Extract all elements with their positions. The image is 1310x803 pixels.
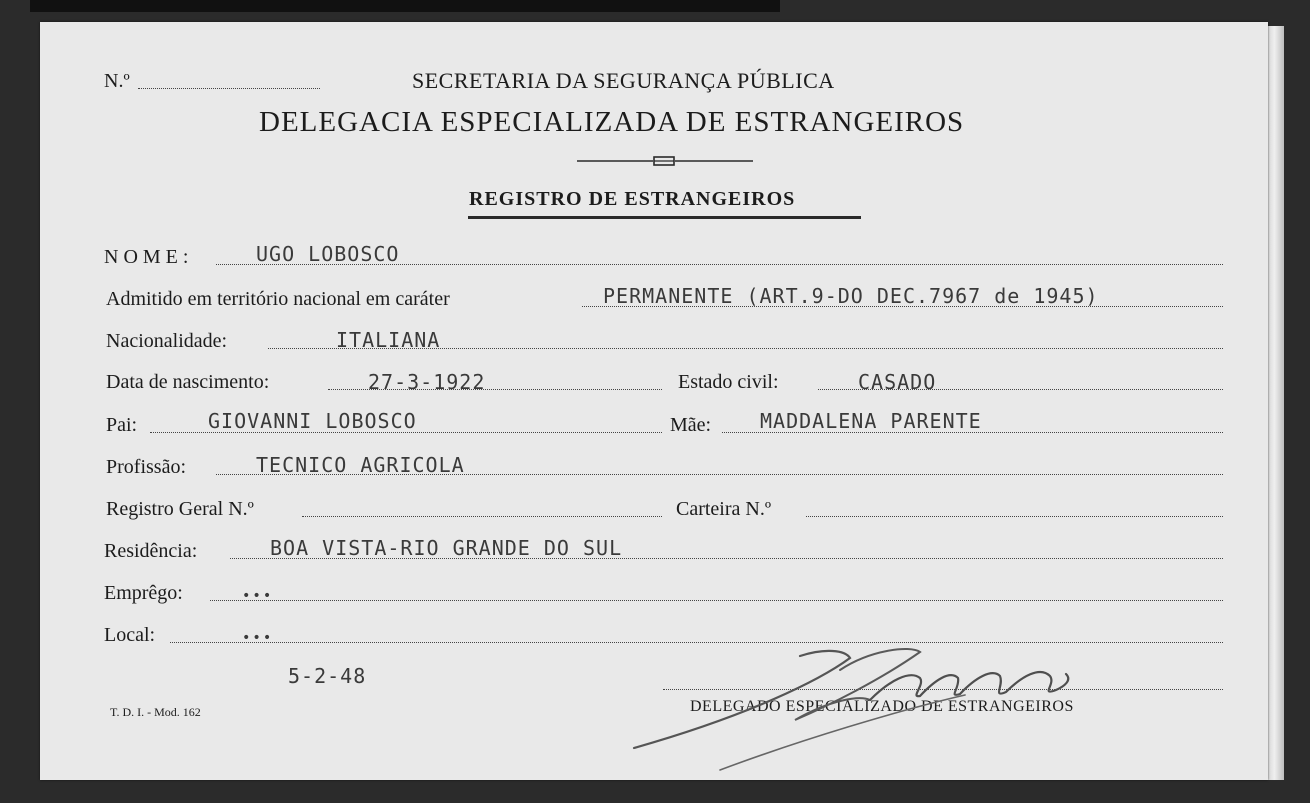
pai-label: Pai: xyxy=(106,414,138,436)
profissao-label: Profissão: xyxy=(106,456,186,478)
nome-value: UGO LOBOSCO xyxy=(256,242,400,266)
handwritten-signature xyxy=(620,640,1080,780)
admitido-label: Admitido em território nacional em caráter xyxy=(106,288,450,310)
form-code: T. D. I. - Mod. 162 xyxy=(110,705,201,719)
mae-value: MADDALENA PARENTE xyxy=(760,409,982,433)
card-edge xyxy=(1268,26,1284,780)
title-underline xyxy=(468,216,861,219)
nascimento-label: Data de nascimento: xyxy=(106,371,270,393)
estado-civil-label: Estado civil: xyxy=(678,371,779,393)
nome-label: NOME: xyxy=(104,246,194,268)
estado-civil-value: CASADO xyxy=(858,370,937,394)
emprego-label: Emprêgo: xyxy=(104,582,183,604)
scanner-edge xyxy=(30,0,780,12)
numero-label: N.º xyxy=(104,70,130,92)
registro-geral-label: Registro Geral N.º xyxy=(106,498,254,520)
numero-dotted-line xyxy=(138,88,320,89)
residencia-label: Residência: xyxy=(104,540,198,562)
admitido-value: PERMANENTE (ART.9-DO DEC.7967 de 1945) xyxy=(603,284,1099,308)
nacionalidade-value: ITALIANA xyxy=(336,328,441,352)
emprego-value: ••• xyxy=(242,588,274,604)
profissao-value: TECNICO AGRICOLA xyxy=(256,453,465,477)
issue-date: 5-2-48 xyxy=(288,664,367,688)
local-value: ••• xyxy=(242,630,274,646)
registro-title: REGISTRO DE ESTRANGEIROS xyxy=(469,188,796,210)
nascimento-value: 27-3-1922 xyxy=(368,370,486,394)
registro-geral-line xyxy=(302,516,662,517)
carteira-line xyxy=(806,516,1223,517)
local-label: Local: xyxy=(104,624,156,646)
emprego-line xyxy=(210,600,1223,601)
delegacia-heading: DELEGACIA ESPECIALIZADA DE ESTRANGEIROS xyxy=(259,106,965,138)
pai-value: GIOVANNI LOBOSCO xyxy=(208,409,417,433)
nacionalidade-label: Nacionalidade: xyxy=(106,330,228,352)
mae-label: Mãe: xyxy=(670,414,712,436)
secretaria-heading: SECRETARIA DA SEGURANÇA PÚBLICA xyxy=(412,68,835,93)
divider-ornament-icon xyxy=(575,154,755,170)
signature-title: DELEGADO ESPECIALIZADO DE ESTRANGEIROS xyxy=(690,698,1074,715)
carteira-label: Carteira N.º xyxy=(676,498,772,520)
residencia-value: BOA VISTA-RIO GRANDE DO SUL xyxy=(270,536,623,560)
